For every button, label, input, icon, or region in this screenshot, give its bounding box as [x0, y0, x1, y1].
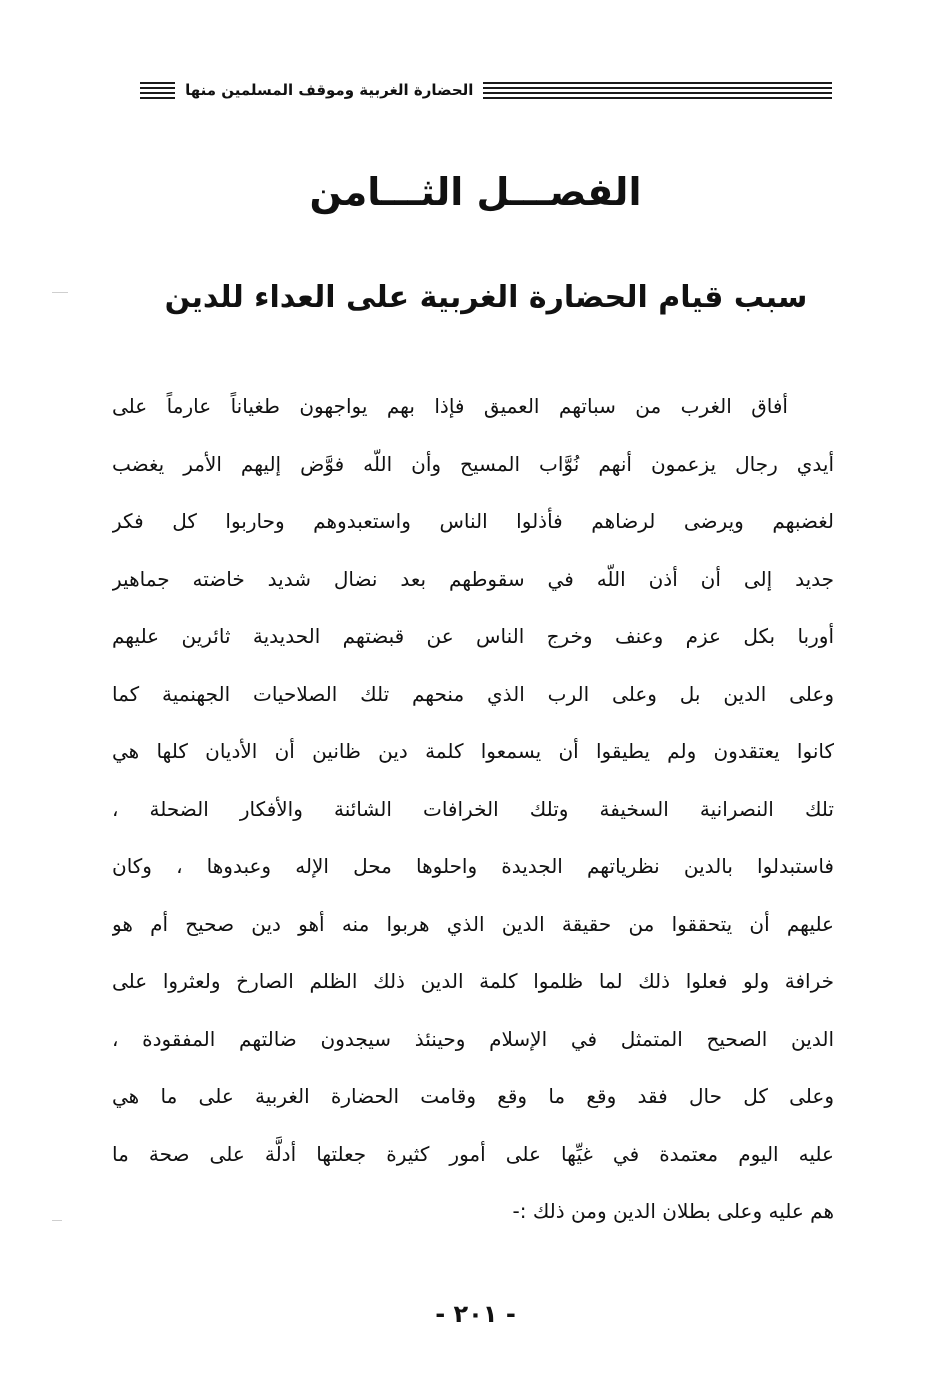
chapter-title: الفصـــل الثـــامن — [309, 170, 642, 214]
body-paragraph — [112, 378, 834, 1241]
text-line: عليهم أن يتحققوا من حقيقة الدين الذي هربوا منه أهو دين صحيح أم هو — [112, 911, 834, 936]
text-line: هم عليه وعلى بطلان الدين ومن ذلك :- — [512, 1199, 834, 1223]
margin-scan-mark — [52, 292, 68, 293]
header-rule-left — [140, 82, 175, 99]
header-rule-right — [483, 82, 832, 99]
text-line: وعلى كل حال فقد وقع ما وقع وقامت الحضارة الغربية على ما هي — [112, 1084, 834, 1108]
running-header — [140, 72, 832, 108]
text-line: أفاق الغرب من سباتهم العميق فإذا بهم يواجهون طغياناً عارماً على — [112, 394, 788, 418]
running-title: الحضارة الغربية وموقف المسلمين منها — [185, 81, 474, 99]
text-line: فاستبدلوا بالدين نظرياتهم الجديدة واحلوها محل الإله وعبدوها ، وكان — [112, 854, 834, 878]
chapter-subtitle: سبب قيام الحضارة الغربية على العداء للدين — [164, 280, 808, 315]
text-line: تلك النصرانية السخيفة وتلك الخرافات الشائنة والأفكار الضحلة ، — [112, 796, 834, 821]
page-number: - ٢٠١ - — [435, 1300, 516, 1328]
text-line: لغضبهم ويرضى لرضاهم فأذلوا الناس واستعبدوهم وحاربوا كل فكر — [112, 509, 834, 533]
text-line: كانوا يعتقدون ولم يطيقوا أن يسمعوا كلمة دين ظانين أن الأديان كلها هي — [112, 739, 834, 763]
text-line: أيدي رجال يزعمون أنهم نُوَّاب المسيح وأن اللّه فوَّض إليهم الأمر يغضب — [112, 451, 834, 476]
text-line: أوربا بكل عزم وعنف وخرج الناس عن قبضتهم الحديدية ثائرين عليهم — [112, 624, 834, 648]
text-line: الدين الصحيح المتمثل في الإسلام وحينئذ سيجدون ضالتهم المفقودة ، — [112, 1026, 834, 1051]
text-line: خرافة ولو فعلوا ذلك لما ظلموا كلمة الدين ذلك الظلم الصارخ ولعثروا على — [112, 969, 834, 993]
text-line: وعلى الدين بل وعلى الرب الذي منحهم تلك الصلاحيات الجهنمية كما — [112, 681, 834, 706]
text-line: جديد إلى أن أذن اللّه في سقوطهم بعد نضال شديد خاضته جماهير — [112, 566, 834, 591]
text-line: عليه اليوم معتمدة في غيِّها على أمور كثيرة جعلتها أدلَّة على صحة ما — [112, 1141, 834, 1166]
margin-scan-mark — [52, 1220, 62, 1221]
